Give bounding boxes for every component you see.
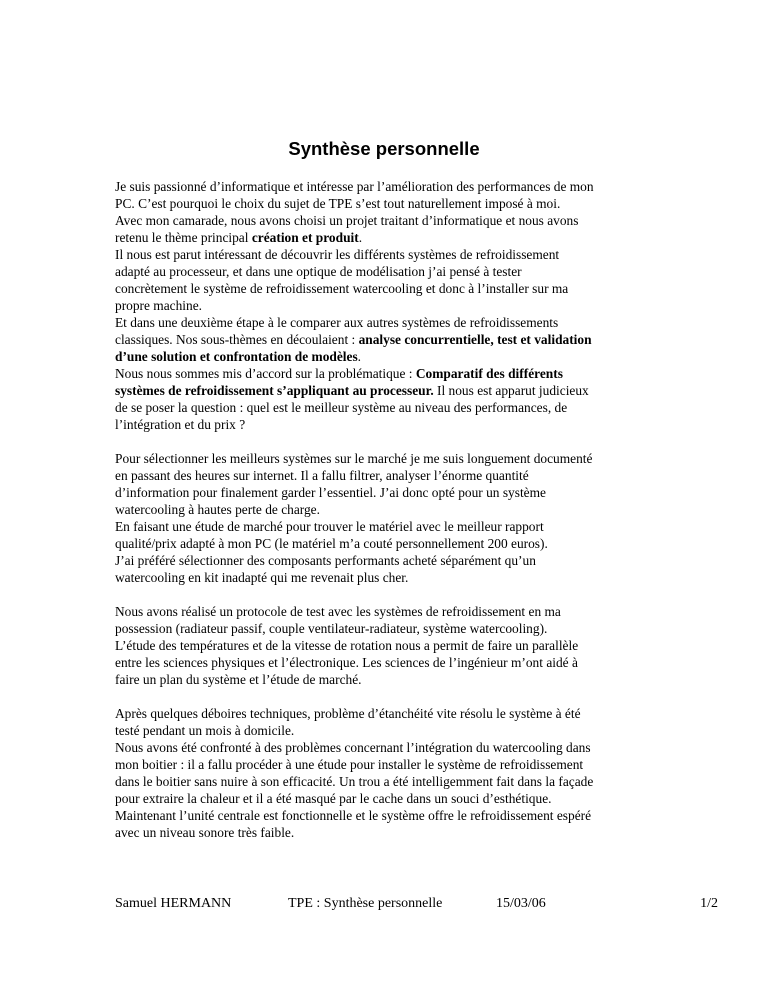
footer-date: 15/03/06 <box>496 896 546 911</box>
text-line <box>115 671 670 688</box>
text-line <box>115 637 670 654</box>
document-body <box>115 178 670 858</box>
text-segment: en passant des heures sur internet. Il a fallu filtrer, analyser l’énorme quantité <box>115 468 529 483</box>
text-segment: . <box>358 230 363 245</box>
text-line <box>115 331 670 348</box>
paragraph <box>115 705 670 841</box>
text-segment: faire un plan du système et l’étude de marché. <box>115 672 362 687</box>
text-line <box>115 416 670 433</box>
text-segment: Avec mon camarade, nous avons choisi un projet traitant d’informatique et nous avons <box>115 213 579 228</box>
text-segment: adapté au processeur, et dans une optique de modélisation j’ai pensé à tester <box>115 264 522 279</box>
text-segment: L’étude des températures et de la vitesse de rotation nous a permit de faire un parallèle <box>115 638 579 653</box>
text-segment: Pour sélectionner les meilleurs systèmes sur le marché je me suis longuement documenté <box>115 451 593 466</box>
paragraph <box>115 603 670 688</box>
text-line <box>115 450 670 467</box>
text-segment: Et dans une deuxième étape à le comparer aux autres systèmes de refroidissements <box>115 315 559 330</box>
text-segment: de se poser la question : quel est le meilleur système au niveau des performances, de <box>115 400 568 415</box>
text-line <box>115 297 670 314</box>
text-line <box>115 212 670 229</box>
text-line <box>115 365 670 382</box>
text-segment: Il nous est apparut judicieux <box>433 383 589 398</box>
text-segment: propre machine. <box>115 298 202 313</box>
text-line <box>115 229 670 246</box>
bold-text: systèmes de refroidissement s’appliquant au processeur. <box>115 383 434 398</box>
text-segment: Maintenant l’unité centrale est fonctionnelle et le système offre le refroidissement espéré <box>115 808 592 823</box>
text-line <box>115 535 670 552</box>
text-segment: testé pendant un mois à domicile. <box>115 723 295 738</box>
text-line <box>115 178 670 195</box>
text-segment: pour extraire la chaleur et il a été masqué par le cache dans un souci d’esthétique. <box>115 791 552 806</box>
text-line <box>115 807 670 824</box>
text-line <box>115 654 670 671</box>
text-segment: possession (radiateur passif, couple ventilateur-radiateur, système watercooling). <box>115 621 548 636</box>
text-line <box>115 620 670 637</box>
text-line <box>115 467 670 484</box>
text-segment: entre les sciences physiques et l’électronique. Les sciences de l’ingénieur m’ont aidé à <box>115 655 578 670</box>
text-segment: Après quelques déboires techniques, problème d’étanchéité vite résolu le système à été <box>115 706 581 721</box>
text-segment: Nous avons réalisé un protocole de test avec les systèmes de refroidissement en ma <box>115 604 561 619</box>
text-segment: dans le boitier sans nuire à son efficacité. Un trou a été intelligemment fait dans la façade <box>115 774 594 789</box>
text-line <box>115 824 670 841</box>
text-line <box>115 484 670 501</box>
text-segment: mon boitier : il a fallu procéder à une étude pour installer le système de refroidissement <box>115 757 584 772</box>
text-line <box>115 722 670 739</box>
text-line <box>115 518 670 535</box>
text-line <box>115 246 670 263</box>
text-line <box>115 399 670 416</box>
page-footer <box>0 896 768 916</box>
footer-page-number: 1/2 <box>700 896 718 911</box>
bold-text: création et produit <box>251 230 359 245</box>
text-line <box>115 314 670 331</box>
text-segment: classiques. Nos sous-thèmes en découlaient : <box>115 332 359 347</box>
text-line <box>115 348 670 365</box>
paragraph <box>115 178 670 433</box>
bold-text: Comparatif des différents <box>415 366 563 381</box>
text-segment: concrètement le système de refroidissement watercooling et donc à l’installer sur ma <box>115 281 569 296</box>
text-line <box>115 382 670 399</box>
paragraph <box>115 450 670 586</box>
text-segment: PC. C’est pourquoi le choix du sujet de TPE s’est tout naturellement imposé à moi. <box>115 196 561 211</box>
text-segment: En faisant une étude de marché pour trouver le matériel avec le meilleur rapport <box>115 519 544 534</box>
footer-author: Samuel HERMANN <box>115 896 232 911</box>
text-line <box>115 280 670 297</box>
text-line <box>115 705 670 722</box>
page-title: Synthèse personnelle <box>288 138 480 159</box>
text-line <box>115 773 670 790</box>
text-segment: d’information pour finalement garder l’essentiel. J’ai donc opté pour un système <box>115 485 546 500</box>
bold-text: analyse concurrentielle, test et validation <box>358 332 592 347</box>
text-line <box>115 263 670 280</box>
bold-text: d’une solution et confrontation de modèles <box>115 349 358 364</box>
text-segment: l’intégration et du prix ? <box>115 417 246 432</box>
text-segment: qualité/prix adapté à mon PC (le matériel m’a couté personnellement 200 euros). <box>115 536 548 551</box>
text-segment: Je suis passionné d’informatique et intéresse par l’amélioration des performances de mon <box>115 179 594 194</box>
text-line <box>115 195 670 212</box>
text-line <box>115 756 670 773</box>
text-line <box>115 569 670 586</box>
text-line <box>115 552 670 569</box>
text-segment: Nous avons été confronté à des problèmes concernant l’intégration du watercooling dans <box>115 740 591 755</box>
text-segment: avec un niveau sonore très faible. <box>115 825 295 840</box>
footer-document-title: TPE : Synthèse personnelle <box>288 896 443 911</box>
text-segment: J’ai préféré sélectionner des composants performants acheté séparément qu’un <box>115 553 536 568</box>
text-segment: retenu le thème principal <box>115 230 252 245</box>
text-segment: watercooling à hautes perte de charge. <box>115 502 320 517</box>
text-line <box>115 739 670 756</box>
text-segment: Il nous est parut intéressant de découvrir les différents systèmes de refroidissement <box>115 247 560 262</box>
text-segment: . <box>357 349 362 364</box>
text-segment: Nous nous sommes mis d’accord sur la problématique : <box>115 366 416 381</box>
text-line <box>115 790 670 807</box>
text-line <box>115 501 670 518</box>
text-line <box>115 603 670 620</box>
text-segment: watercooling en kit inadapté qui me revenait plus cher. <box>115 570 409 585</box>
